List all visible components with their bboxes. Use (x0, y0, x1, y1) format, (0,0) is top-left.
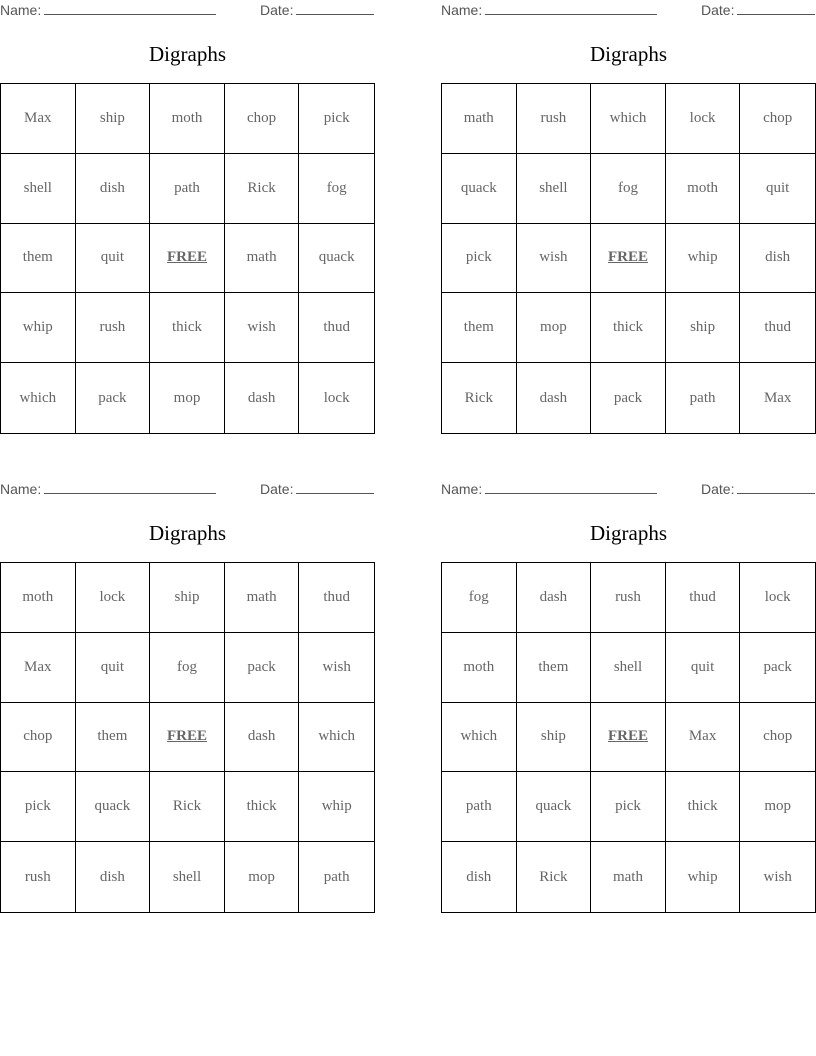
bingo-grid (441, 83, 816, 434)
grid-cell: Rick (442, 363, 517, 433)
grid-cell: pick (1, 772, 76, 842)
grid-cell: shell (591, 633, 666, 703)
grid-cell: Max (1, 633, 76, 703)
card-header (441, 0, 816, 22)
grid-cell: rush (1, 842, 76, 912)
grid-cell: path (666, 363, 741, 433)
grid-cell: moth (1, 563, 76, 633)
grid-cell: mop (517, 293, 592, 363)
grid-cell: ship (517, 703, 592, 773)
grid-cell: pack (591, 363, 666, 433)
date-label: Date: (260, 481, 294, 497)
name-label: Name: (441, 481, 483, 497)
date-blank-line (296, 482, 374, 494)
grid-cell: thick (591, 293, 666, 363)
grid-cell: dash (225, 703, 300, 773)
grid-cell: math (591, 842, 666, 912)
grid-cell: lock (740, 563, 815, 633)
grid-cell: quack (517, 772, 592, 842)
grid-cell: fog (591, 154, 666, 224)
grid-cell: path (323, 868, 350, 885)
grid-cell: rush (76, 293, 151, 363)
grid-cell: quack (442, 154, 517, 224)
grid-cell: which (442, 703, 517, 773)
bingo-card (441, 479, 816, 885)
grid-cell: wish (225, 293, 300, 363)
name-label: Name: (0, 481, 42, 497)
name-label: Name: (441, 2, 483, 18)
name-field (441, 481, 657, 497)
grid-cell: quack (76, 772, 151, 842)
grid-cell: them (1, 224, 76, 294)
grid-cell: moth (442, 633, 517, 703)
grid-cell: lock (666, 84, 741, 154)
grid-cell: chop (740, 84, 815, 154)
grid-cell: thud (740, 293, 815, 363)
free-space: FREE (591, 703, 666, 773)
grid-cell: whip (1, 293, 76, 363)
grid-cell: chop (740, 703, 815, 773)
grid-cell: fog (150, 633, 225, 703)
grid-cell: them (517, 633, 592, 703)
date-label: Date: (701, 481, 735, 497)
date-field (260, 481, 374, 497)
grid-cell: them (76, 703, 151, 773)
card-header (441, 479, 816, 501)
grid-cell: quit (76, 224, 151, 294)
name-field (0, 2, 216, 18)
name-blank-line (44, 3, 216, 15)
grid-cell: lock (76, 563, 151, 633)
grid-cell: moth (666, 154, 741, 224)
grid-cell: dash (517, 563, 592, 633)
free-space: FREE (591, 224, 666, 294)
grid-cell: wish (517, 224, 592, 294)
grid-cell: pick (591, 772, 666, 842)
bingo-grid (0, 562, 375, 913)
grid-cell: dash (225, 363, 300, 433)
grid-cell: dash (517, 363, 592, 433)
grid-cell: dish (76, 154, 151, 224)
grid-cell: shell (150, 842, 225, 912)
name-label: Name: (0, 2, 42, 18)
grid-cell: dish (442, 842, 517, 912)
date-field (260, 2, 374, 18)
grid-cell: fog (299, 154, 374, 224)
card-title: Digraphs (149, 521, 226, 545)
card-header (0, 0, 375, 22)
grid-cell: Max (1, 84, 76, 154)
grid-cell: mop (225, 842, 300, 912)
bingo-grid (0, 83, 375, 434)
grid-cell: thud (299, 293, 374, 363)
grid-cell: quit (666, 633, 741, 703)
card-title: Digraphs (590, 521, 667, 545)
date-field (701, 481, 815, 497)
grid-cell: whip (299, 772, 374, 842)
grid-cell: lock (323, 389, 350, 406)
name-field (441, 2, 657, 18)
bingo-grid (441, 562, 816, 913)
date-blank-line (737, 3, 815, 15)
grid-cell: path (150, 154, 225, 224)
grid-cell: math (225, 563, 300, 633)
grid-cell: Max (666, 703, 741, 773)
grid-cell: rush (591, 563, 666, 633)
grid-cell: path (442, 772, 517, 842)
grid-cell: thud (666, 563, 741, 633)
grid-cell: whip (666, 842, 741, 912)
grid-cell: ship (76, 84, 151, 154)
grid-cell: ship (150, 563, 225, 633)
grid-cell: which (591, 84, 666, 154)
grid-cell: pack (225, 633, 300, 703)
grid-cell: moth (150, 84, 225, 154)
name-field (0, 481, 216, 497)
card-title: Digraphs (590, 42, 667, 66)
grid-cell: mop (150, 363, 225, 433)
date-label: Date: (260, 2, 294, 18)
bingo-card (441, 0, 816, 406)
date-field (701, 2, 815, 18)
name-blank-line (485, 482, 657, 494)
grid-cell: thick (225, 772, 300, 842)
grid-cell: Rick (225, 154, 300, 224)
free-space: FREE (150, 224, 225, 294)
date-blank-line (296, 3, 374, 15)
grid-cell: Rick (150, 772, 225, 842)
grid-cell: wish (299, 633, 374, 703)
grid-cell: quack (299, 224, 374, 294)
grid-cell: pack (740, 633, 815, 703)
grid-cell: rush (517, 84, 592, 154)
grid-cell: shell (517, 154, 592, 224)
grid-cell: Rick (517, 842, 592, 912)
grid-cell: ship (666, 293, 741, 363)
card-title: Digraphs (149, 42, 226, 66)
grid-cell: wish (763, 868, 792, 885)
grid-cell: chop (225, 84, 300, 154)
grid-cell: pick (299, 84, 374, 154)
grid-cell: pack (76, 363, 151, 433)
grid-cell: math (442, 84, 517, 154)
name-blank-line (44, 482, 216, 494)
grid-cell: mop (740, 772, 815, 842)
grid-cell: Max (763, 389, 792, 406)
bingo-card (0, 0, 375, 406)
grid-cell: thick (666, 772, 741, 842)
grid-cell: thick (150, 293, 225, 363)
grid-cell: thud (299, 563, 374, 633)
grid-cell: whip (666, 224, 741, 294)
grid-cell: them (442, 293, 517, 363)
grid-cell: math (225, 224, 300, 294)
grid-cell: which (1, 363, 76, 433)
grid-cell: dish (76, 842, 151, 912)
date-label: Date: (701, 2, 735, 18)
grid-cell: quit (76, 633, 151, 703)
card-header (0, 479, 375, 501)
grid-cell: which (299, 703, 374, 773)
grid-cell: shell (1, 154, 76, 224)
grid-cell: dish (740, 224, 815, 294)
name-blank-line (485, 3, 657, 15)
grid-cell: chop (1, 703, 76, 773)
free-space: FREE (150, 703, 225, 773)
grid-cell: fog (442, 563, 517, 633)
date-blank-line (737, 482, 815, 494)
grid-cell: pick (442, 224, 517, 294)
bingo-card (0, 479, 375, 885)
grid-cell: quit (740, 154, 815, 224)
